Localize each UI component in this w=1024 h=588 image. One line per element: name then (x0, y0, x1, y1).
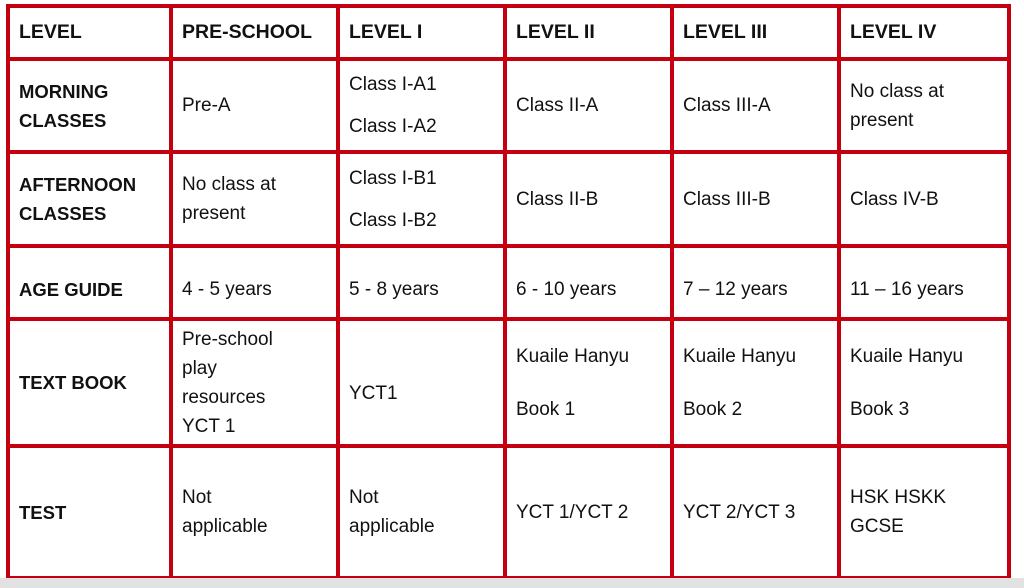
cell-test-level-iv (841, 448, 1011, 580)
table-row-morning-classes (6, 61, 1011, 154)
table-row-age-guide (6, 248, 1011, 321)
cell-text: Class II-A (516, 95, 599, 116)
cell-afternoon-pre-school (173, 154, 340, 248)
cell-text: Class I-B2 (349, 209, 437, 231)
cell-text: YCT 2/YCT 3 (683, 501, 796, 523)
cell-text: present (182, 203, 246, 224)
header-cell-level-ii: LEVEL II (507, 4, 674, 61)
cell-afternoon-level-iv (841, 154, 1011, 248)
cell-afternoon-level-i (340, 154, 507, 248)
row-label-line: TEST (19, 501, 67, 523)
cell-text: applicable (349, 516, 435, 537)
header-cell-level-i: LEVEL I (340, 4, 507, 61)
bottom-divider-strip (0, 578, 1024, 588)
cell-text: 4 - 5 years (182, 279, 272, 300)
cell-text: present (850, 109, 914, 131)
cell-text: Pre-school (182, 328, 273, 350)
cell-text: YCT 1/YCT 2 (516, 501, 629, 523)
cell-test-pre-school (173, 448, 340, 580)
cell-text: HSK HSKK (850, 487, 947, 508)
cell-age-level-ii (507, 248, 674, 321)
cell-age-level-iii (674, 248, 841, 321)
cell-age-level-i (340, 248, 507, 321)
cell-test-level-ii (507, 448, 674, 580)
cell-age-level-iv (841, 248, 1011, 321)
cell-text: 11 – 16 years (850, 279, 964, 300)
cell-text: GCSE (850, 516, 904, 537)
row-label-line: AFTERNOON (19, 174, 137, 195)
cell-text: play (182, 357, 217, 379)
header-cell-level-iii: LEVEL III (674, 4, 841, 61)
cell-book-level-ii (507, 321, 674, 448)
cell-afternoon-level-iii (674, 154, 841, 248)
cell-book-level-iii (674, 321, 841, 448)
cell-text: Class II-B (516, 188, 599, 210)
cell-morning-level-iii (674, 61, 841, 154)
cell-text: No class at (850, 80, 944, 102)
cell-text: Kuaile Hanyu (683, 345, 797, 367)
cell-afternoon-level-ii (507, 154, 674, 248)
cell-text: resources (182, 386, 266, 408)
class-schedule-table (6, 4, 1011, 580)
header-cell-level: LEVEL (6, 4, 173, 61)
cell-text: 6 - 10 years (516, 279, 617, 300)
cell-text: 7 – 12 years (683, 279, 788, 300)
row-label-line: CLASSES (19, 203, 107, 224)
cell-text: Kuaile Hanyu (850, 345, 964, 367)
cell-text: YCT 1 (182, 415, 236, 437)
cell-text: Not (182, 487, 212, 508)
cell-text: applicable (182, 516, 268, 537)
header-row (6, 4, 1011, 61)
cell-text: Not (349, 487, 379, 508)
cell-book-level-iv (841, 321, 1011, 448)
cell-text: Book 3 (850, 398, 910, 420)
table-row-test (6, 448, 1011, 580)
cell-text: Kuaile Hanyu (516, 345, 630, 367)
row-label-line: AGE GUIDE (19, 279, 123, 300)
table-row-text-book (6, 321, 1011, 448)
row-label-afternoon-classes (6, 154, 173, 248)
cell-morning-pre-school (173, 61, 340, 154)
cell-text: Class I-B1 (349, 167, 437, 189)
row-label-morning-classes (6, 61, 173, 154)
cell-text: Class III-A (683, 95, 771, 116)
cell-morning-level-ii (507, 61, 674, 154)
cell-age-pre-school (173, 248, 340, 321)
cell-book-pre-school (173, 321, 340, 448)
row-label-line: MORNING (19, 80, 109, 102)
row-label-test (6, 448, 173, 580)
cell-morning-level-iv (841, 61, 1011, 154)
cell-text: 5 - 8 years (349, 279, 439, 300)
cell-text: Book 1 (516, 398, 576, 420)
cell-text: No class at (182, 174, 276, 195)
cell-text: Class I-A1 (349, 74, 437, 95)
cell-text: Class III-B (683, 188, 771, 210)
cell-text: YCT1 (349, 383, 398, 404)
cell-text: Book 2 (683, 398, 743, 420)
cell-morning-level-i (340, 61, 507, 154)
header-cell-level-iv: LEVEL IV (841, 4, 1011, 61)
table-row-afternoon-classes (6, 154, 1011, 248)
cell-text: Class IV-B (850, 188, 939, 210)
cell-test-level-iii (674, 448, 841, 580)
cell-book-level-i (340, 321, 507, 448)
cell-text: Class I-A2 (349, 116, 437, 137)
header-cell-pre-school: PRE-SCHOOL (173, 4, 340, 61)
row-label-text-book (6, 321, 173, 448)
row-label-age-guide (6, 248, 173, 321)
cell-text: Pre-A (182, 95, 231, 116)
row-label-line: CLASSES (19, 109, 107, 131)
cell-test-level-i (340, 448, 507, 580)
row-label-line: TEXT BOOK (19, 372, 127, 393)
